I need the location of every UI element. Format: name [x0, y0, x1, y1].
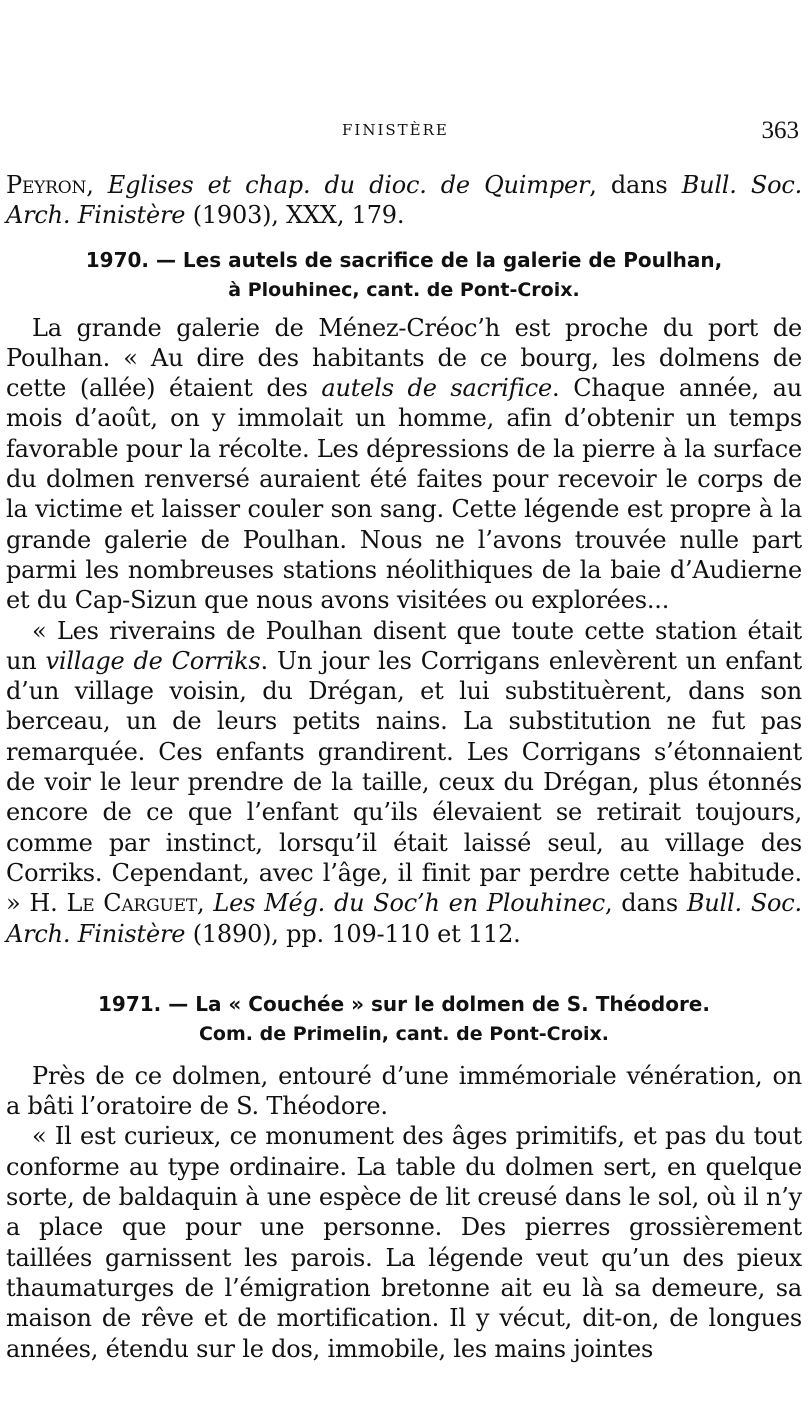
section-number-1971: 1971.	[98, 991, 162, 1016]
text-run: La grande galerie de Ménez-Créoc’h est proche du port de Poulhan. « Au dire des habitants de ce bourg, les dolmens de cette (allée) étaient des	[6, 313, 802, 403]
running-title: FINISTÈRE	[342, 121, 449, 139]
ref-title: Eglises et chap. du dioc. de Quimper	[107, 171, 590, 199]
section-heading-1970	[6, 245, 802, 275]
section-heading-1971	[6, 989, 802, 1019]
text-run: ,	[197, 889, 214, 918]
page-number: 363	[761, 117, 799, 144]
page-body	[6, 170, 802, 1364]
text-run: (1890), pp. 109-110 et 112.	[185, 919, 521, 948]
ref-journal: Bull. Soc. Arch. Finistère	[6, 171, 803, 230]
italic-run: autels de sacrifice	[321, 374, 553, 403]
paragraph-1971-2: « Il est curieux, ce monument des âges primitifs, et pas du tout conforme au type ordinaire. La table du dolmen sert, en quelque sorte, de baldaquin à une espèce de lit creusé dans le sol, où il n’y a place que pour une personne. Des pierres grossièrement taillées garnissent les parois. La légende veut qu’un des pieux thaumaturges de l’émigration bretonne ait eu là sa demeure, sa maison de rêve et de mortification. Il y vécut, dit-on, de longues années, étendu sur le dos, immobile, les mains jointes	[6, 1122, 802, 1363]
ref-sep: ,	[86, 171, 108, 199]
section-place-1970: à Plouhinec, cant. de Pont-Croix.	[228, 278, 580, 301]
section-number-1970: 1970.	[85, 247, 149, 272]
paragraph-1970-1	[6, 313, 802, 616]
text-run: . Chaque année, au mois d’août, on y immolait un homme, afin d’obtenir un temps favorable pour la récolte. Les dépressions de la pierre à la surface du dolmen renversé auraient été faites pour recevoir le corps de la victime et laisser couler son sang. Cette légende est propre à la grande galerie de Poulhan. Nous ne l’avons trouvée nulle part parmi les nombreuses stations néolithiques de la baie d’Audierne et du Cap-Sizun que nous avons visitées ou explorées...	[6, 374, 802, 615]
ref-mid: , dans	[589, 171, 682, 199]
paragraph-1970-2	[6, 616, 802, 949]
text-run: « Les riverains de Poulhan disent que toute cette station était un	[6, 616, 802, 675]
text-run: , dans	[604, 889, 687, 918]
paragraph-1971-1: Près de ce dolmen, entouré d’une immémoriale vénération, on a bâti l’oratoire de S. Théodore.	[6, 1061, 802, 1121]
ref-tail: (1903), XXX, 179.	[185, 201, 405, 230]
section-title-1971: — La « Couchée » sur le dolmen de S. Théodore.	[161, 991, 710, 1016]
running-head	[0, 117, 809, 147]
reference-continuation	[6, 170, 802, 231]
cited-title: Les Még. du Soc’h en Plouhinec	[213, 889, 605, 918]
italic-run: village de Corriks	[45, 646, 261, 675]
cited-journal: Bull. Soc. Arch. Finistère	[6, 889, 802, 948]
section-title-1970: — Les autels de sacrifice de la galerie de Poulhan,	[149, 247, 723, 272]
section-place-1971: Com. de Primelin, cant. de Pont-Croix.	[198, 1022, 610, 1045]
text-run: . Un jour les Corrigans enlevèrent un enfant d’un village voisin, du Drégan, et lui substituèrent, dans son berceau, un de leurs petits nains. La substitution ne fut pas remarquée. Ces enfants grandirent. Les Corrigans s’étonnaient de voir le leur prendre de la taille, ceux du Drégan, plus étonnés encore de ce que l’enfant qu’ils élevaient se retirait toujours, comme par instinct, lorsqu’il était laissé seul, au village des Corriks. Cependant, avec l’âge, il finit par perdre cette habitude. » H.	[6, 646, 802, 918]
cited-author: Le Carguet	[66, 889, 197, 918]
ref-author: Peyron	[6, 171, 87, 199]
